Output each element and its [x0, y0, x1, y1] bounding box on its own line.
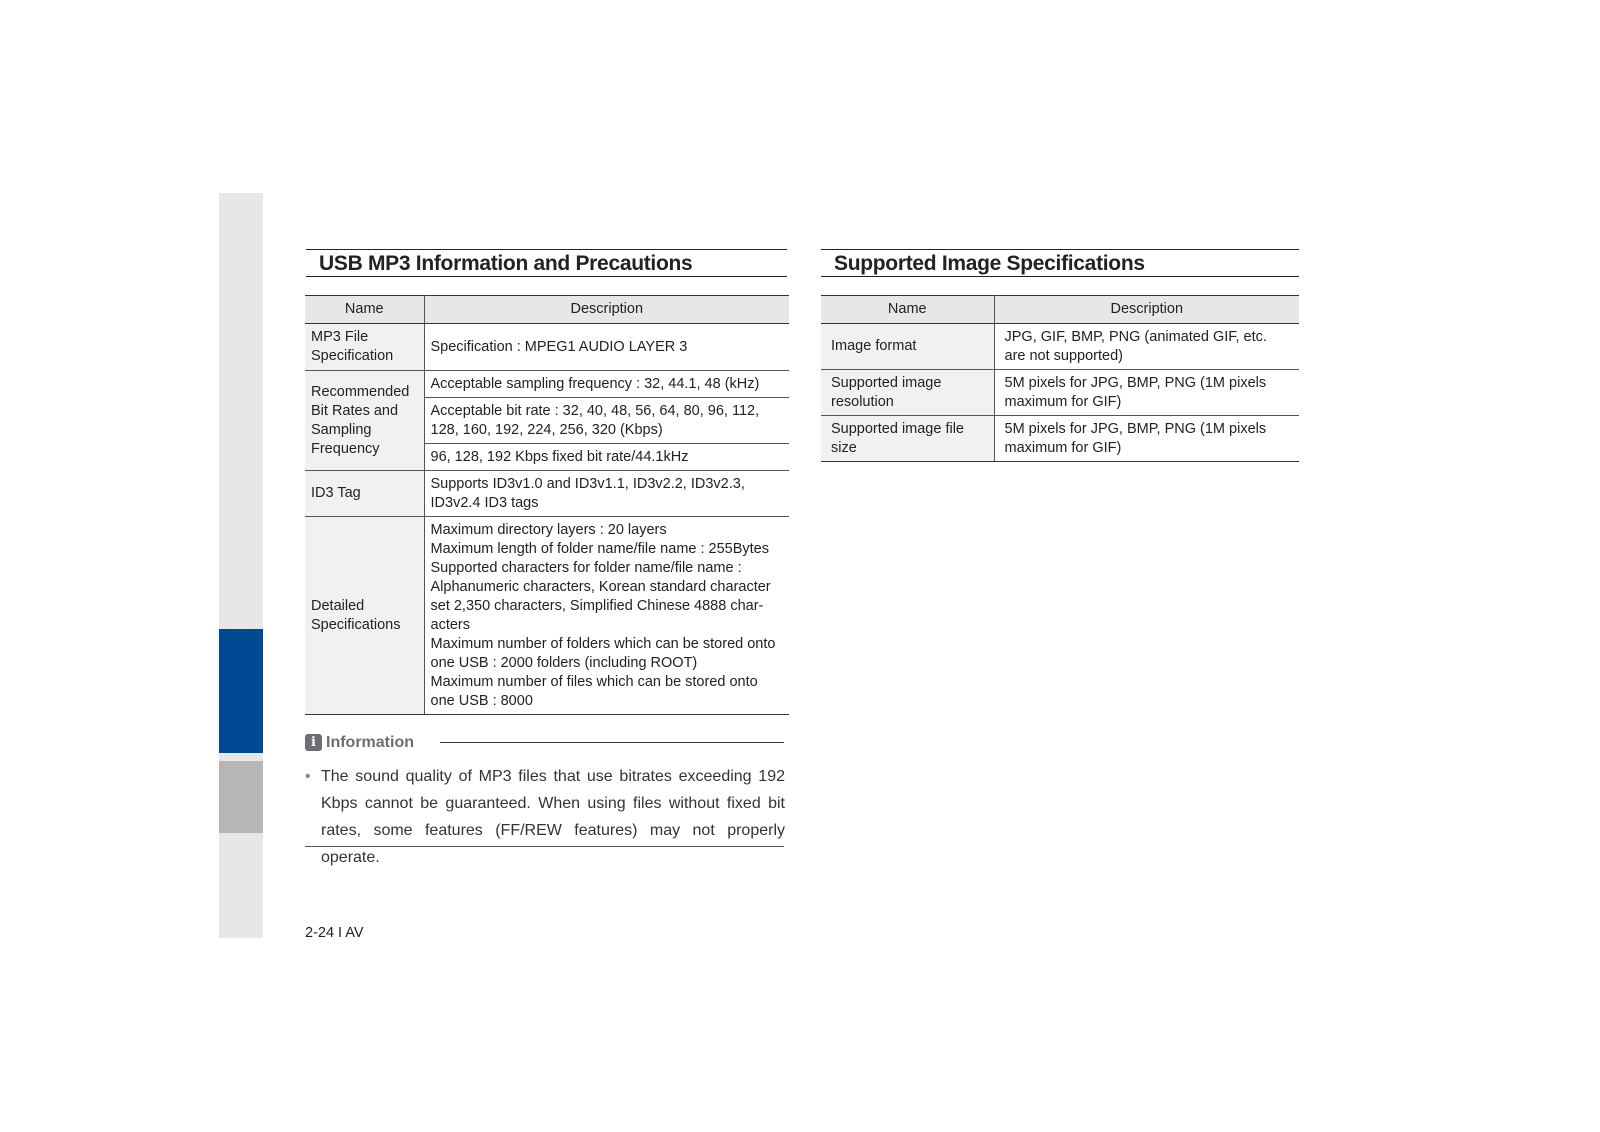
side-tab-grey — [219, 761, 263, 833]
usb-mp3-spec-table — [305, 295, 789, 715]
information-bottom-divider — [305, 846, 784, 847]
table-row — [821, 324, 1299, 370]
section-title-usb-mp3: USB MP3 Information and Precautions — [306, 249, 787, 277]
row-name: Supported image file size — [821, 416, 994, 462]
image-spec-table — [821, 295, 1299, 462]
row-description: Supports ID3v1.0 and ID3v1.1, ID3v2.2, ID3v2.3, ID3v2.4 ID3 tags — [424, 471, 789, 517]
row-description: Specification : MPEG1 AUDIO LAYER 3 — [424, 324, 789, 371]
table-header-row — [305, 296, 789, 324]
header-description: Description — [424, 296, 789, 324]
bullet-icon: • — [305, 768, 311, 785]
page-number: 2-24 I AV — [305, 925, 364, 941]
table-row — [821, 370, 1299, 416]
row-name: Detailed Specifications — [305, 517, 424, 715]
row-description: JPG, GIF, BMP, PNG (animated GIF, etc. are not supported) — [994, 324, 1299, 370]
row-description: 5M pixels for JPG, BMP, PNG (1M pixels maximum for GIF) — [994, 416, 1299, 462]
information-divider — [440, 742, 784, 743]
row-name: Image format — [821, 324, 994, 370]
header-name: Name — [821, 296, 994, 324]
row-name: Supported image resolution — [821, 370, 994, 416]
information-heading — [305, 733, 414, 753]
header-description: Description — [994, 296, 1299, 324]
table-row — [305, 471, 789, 517]
row-name: ID3 Tag — [305, 471, 424, 517]
table-row — [305, 324, 789, 371]
side-tab-active-av — [219, 629, 263, 753]
information-label: Information — [326, 734, 414, 751]
row-description: 5M pixels for JPG, BMP, PNG (1M pixels maximum for GIF) — [994, 370, 1299, 416]
table-row — [305, 517, 789, 715]
row-description: Acceptable sampling frequency : 32, 44.1, 48 (kHz) — [424, 371, 789, 398]
table-header-row — [821, 296, 1299, 324]
information-note — [305, 763, 785, 871]
row-description: 96, 128, 192 Kbps fixed bit rate/44.1kHz — [424, 444, 789, 471]
information-text: The sound quality of MP3 files that use bitrates exceeding 192 Kbps cannot be guaranteed. When using files without fixed bit rates, some features (FF/REW features) may not properly operate. — [321, 768, 785, 866]
info-icon: i — [305, 734, 322, 751]
header-name: Name — [305, 296, 424, 324]
section-title-image-specs: Supported Image Specifications — [821, 249, 1299, 277]
row-name: MP3 File Specification — [305, 324, 424, 371]
row-description: Maximum directory layers : 20 layers Maximum length of folder name/file name : 255Bytes Supported characters for folder name/file name : Alphanumeric characters, Korean standard character set 2,350 characters, Simplified Chinese 4888 char- acters Maximum number of folders which can be stored onto one USB : 2000 folders (including ROOT) Maximum number of files which can be stored onto one USB : 8000 — [424, 517, 789, 715]
row-description: Acceptable bit rate : 32, 40, 48, 56, 64, 80, 96, 112, 128, 160, 192, 224, 256, 320 (Kbps) — [424, 398, 789, 444]
table-row — [305, 371, 789, 398]
row-name: Recommended Bit Rates and Sampling Frequency — [305, 371, 424, 471]
table-row — [821, 416, 1299, 462]
